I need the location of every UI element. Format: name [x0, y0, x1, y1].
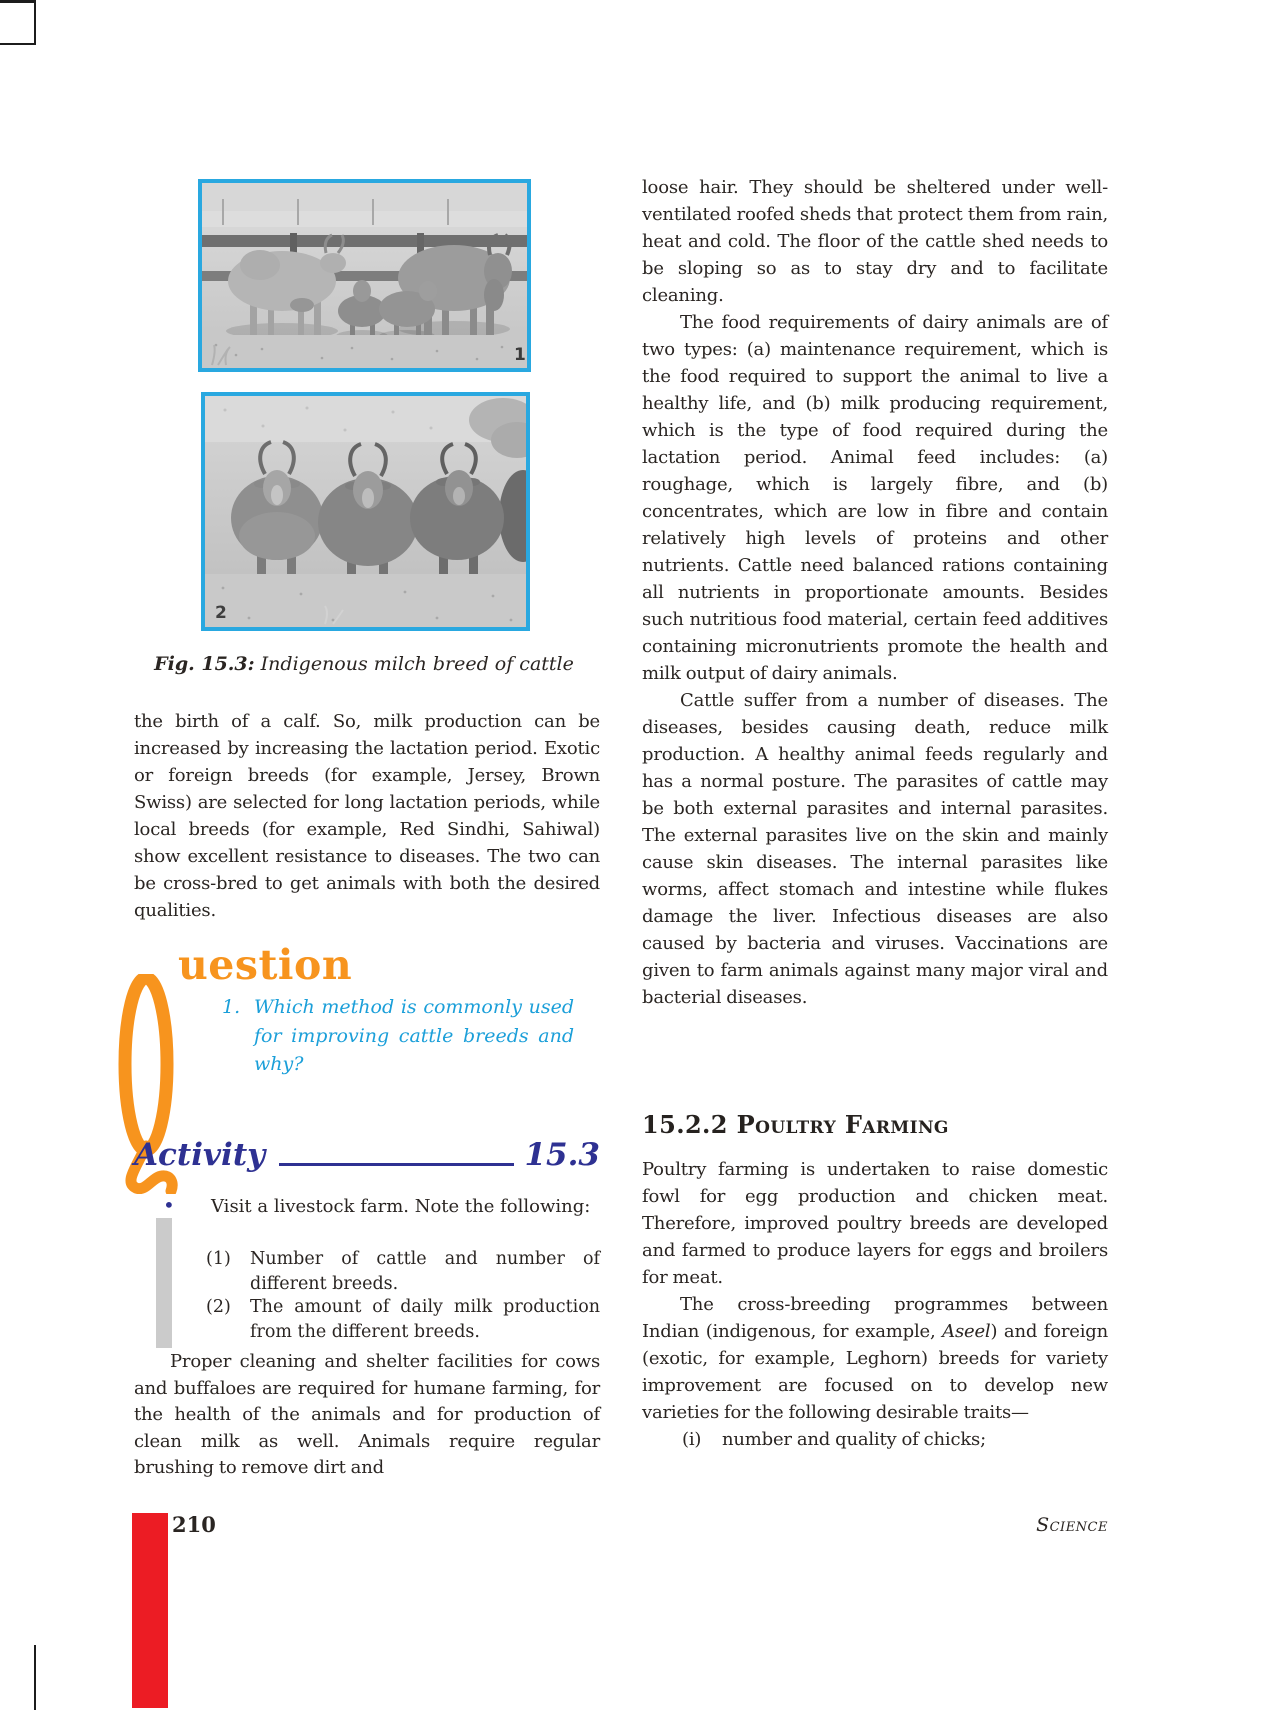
cross-breeding-text-before: The cross-breeding programmes between Indian (indigenous, for example, — [642, 1294, 1108, 1342]
activity-item-1-text: Number of cattle and number of different breeds. — [250, 1249, 600, 1294]
question-item-number: 1. — [222, 996, 241, 1018]
activity-item-2-label: (2) — [206, 1297, 231, 1317]
right-column-block-1 — [642, 174, 1108, 1011]
cattle-photo-1 — [198, 179, 531, 372]
cross-breeding-text-after: ) and foreign (exotic, for example, Leghorn) breeds for variety improvement are focused on to develop new varieties for the following desirable traits— — [642, 1321, 1109, 1423]
cattle-photo-2 — [201, 392, 530, 631]
figure-caption-label: Fig. 15.3: — [154, 653, 255, 675]
activity-bullet-icon: • — [163, 1193, 175, 1217]
trait-item — [682, 1426, 1108, 1453]
activity-item-2-text: The amount of daily milk production from the different breeds. — [250, 1297, 600, 1342]
cattle-photo-2-image — [205, 396, 526, 627]
paragraph-diseases: Cattle suffer from a number of diseases. The diseases, besides causing death, reduce milk production. A healthy animal feeds regularly and has a normal posture. The parasites of cattle may be both external parasites and internal parasites. The external parasites live on the skin and mainly cause skin diseases. The internal parasites like worms, affect stomach and intestine while flukes damage the liver. Infectious diseases are also caused by bacteria and viruses. Vaccinations are given to farm animals against many major viral and bacterial diseases. — [642, 690, 1108, 1008]
paragraph-poultry-farming: Poultry farming is undertaken to raise domestic fowl for egg production and chicken meat. Therefore, improved poultry breeds are developed and farmed to produce layers for eggs and broilers for meat. — [642, 1159, 1108, 1288]
activity-number: 15.3 — [524, 1137, 600, 1173]
paragraph-food-requirements: The food requirements of dairy animals are of two types: (a) maintenance requirement, which is the food required to support the animal to live a healthy life, and (b) milk producing requirement, which is the type of food required during the lactation period. Animal feed includes: (a) roughage, which is largely fibre, and (b) concentrates, which are low in fibre and contain relatively high levels of proteins and other nutrients. Cattle need balanced rations containing all nutrients in proportionate amounts. Besides such nutritious food material, certain feed additives containing micronutrients promote the health and milk output of dairy animals. — [642, 312, 1108, 684]
right-column-block-2 — [642, 1156, 1108, 1453]
corner-crop-mark — [0, 0, 36, 45]
section-heading-poultry-farming: 15.2.2 Poultry Farming — [642, 1110, 949, 1139]
trait-item-label: (i) — [682, 1429, 702, 1450]
paragraph-shelter: loose hair. They should be sheltered under well-ventilated roofed sheds that protect them from rain, heat and cold. The floor of the cattle shed needs to be sloping so as to stay dry and to facilitate cleaning. — [642, 177, 1108, 306]
left-edge-crop-mark — [34, 1645, 36, 1710]
trait-item-text: number and quality of chicks; — [722, 1429, 986, 1450]
question-item-text: Which method is commonly used for improving cattle breeds and why? — [254, 996, 574, 1075]
page-number: 210 — [172, 1512, 216, 1537]
cattle-photo-1-image — [202, 183, 527, 368]
activity-rule — [279, 1163, 514, 1166]
photo-1-number: 1 — [514, 345, 526, 365]
activity-title: Activity — [134, 1137, 266, 1173]
question-heading: uestion — [178, 941, 353, 989]
figure-caption — [154, 653, 574, 675]
paragraph-cleaning-shelter: Proper cleaning and shelter facilities for cows and buffaloes are required for humane farming, for the health of the animals and for production of clean milk as well. Animals require regular brushing to remove dirt and — [134, 1351, 600, 1478]
paragraph-calf-lactation: the birth of a calf. So, milk production can be increased by increasing the lactation period. Exotic or foreign breeds (for example, Jersey, Brown Swiss) are selected for long lactation periods, while local breeds (for example, Red Sindhi, Sahiwal) show excellent resistance to diseases. The two can be cross-bred to get animals with both the desired qualities. — [134, 711, 600, 921]
activity-intro: Visit a livestock farm. Note the following: — [211, 1196, 591, 1217]
activity-heading — [134, 1137, 600, 1173]
activity-item-1-label: (1) — [206, 1249, 231, 1269]
figure-caption-text: Indigenous milch breed of cattle — [254, 653, 574, 675]
question-item — [222, 993, 574, 1079]
paragraph-cross-breeding — [642, 1291, 1108, 1426]
activity-sidebar-bar — [156, 1218, 172, 1348]
cross-breeding-breed-name: Aseel — [942, 1321, 991, 1342]
footer-red-bar — [132, 1513, 168, 1708]
activity-item-1 — [206, 1247, 600, 1297]
activity-item-2 — [206, 1295, 600, 1345]
photo-2-number: 2 — [215, 603, 227, 623]
footer-book-title: Science — [1036, 1514, 1108, 1536]
